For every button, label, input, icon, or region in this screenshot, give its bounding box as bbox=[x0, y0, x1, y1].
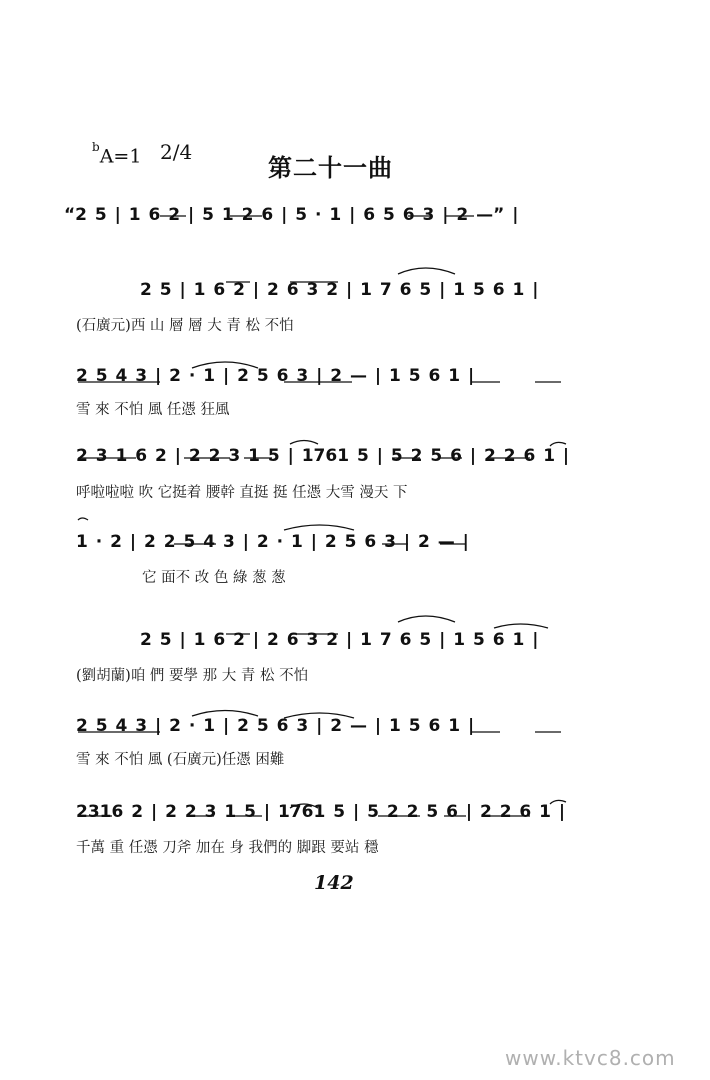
key-signature: $^b$A=1 bbox=[92, 140, 142, 168]
notation-line-6: 2 5 | 1 6 2 | 2 6 3 2 | 1 7 6 5 | 1 5 6 1 | bbox=[140, 630, 539, 650]
notation-line-3: 2 5 4 3 | 2 · 1 | 2 5 6 3 | 2 — | 1 5 6 1 | bbox=[76, 366, 475, 386]
lyrics-line-4: 呼啦啦啦 吹 它挺着 腰幹 直挺 挺 任憑 大雪 漫天 下 bbox=[76, 485, 408, 501]
lyrics-line-3: 雪 來 不怕 風 任憑 狂風 bbox=[76, 402, 230, 418]
notation-line-4: 2 3 1 6 2 | 2 2 3 1 5 | 1761 5 | 5 2 5 6 | 2 2 6 1 | bbox=[76, 446, 570, 466]
lyrics-line-5: 它 面不 改 色 綠 葱 葱 bbox=[142, 570, 286, 586]
page-number: 142 bbox=[314, 872, 354, 894]
notation-line-8: 2316 2 | 2 2 3 1 5 | 1761 5 | 5 2 2 5 6 | 2 2 6 1 | bbox=[76, 802, 566, 822]
notation-line-5: 1 · 2 | 2 2 5 4 3 | 2 · 1 | 2 5 6 3 | 2 — | bbox=[76, 532, 469, 552]
lyrics-line-7: 雪 來 不怕 風 (石廣元)任憑 困難 bbox=[76, 752, 285, 768]
time-signature: 2/4 bbox=[160, 140, 193, 164]
song-title: 第二十一曲 bbox=[268, 154, 393, 182]
notation-line-7: 2 5 4 3 | 2 · 1 | 2 5 6 3 | 2 — | 1 5 6 1 | bbox=[76, 716, 475, 736]
lyrics-line-2: (石廣元)西 山 層 層 大 青 松 不怕 bbox=[76, 318, 294, 334]
notation-line-2: 2 5 | 1 6 2 | 2 6 3 2 | 1 7 6 5 | 1 5 6 1 | bbox=[140, 280, 539, 300]
watermark: www.ktvc8.com bbox=[505, 1046, 676, 1070]
lyrics-line-6: (劉胡蘭)咱 們 要學 那 大 青 松 不怕 bbox=[76, 668, 309, 684]
notation-line-1: “2 5 | 1 6 2 | 5 1 2 6 | 5 · 1 | 6 5 6 3 | 2 —” | bbox=[64, 205, 519, 225]
lyrics-line-8: 千萬 重 任憑 刀斧 加在 身 我們的 脚跟 要站 穩 bbox=[76, 840, 379, 856]
